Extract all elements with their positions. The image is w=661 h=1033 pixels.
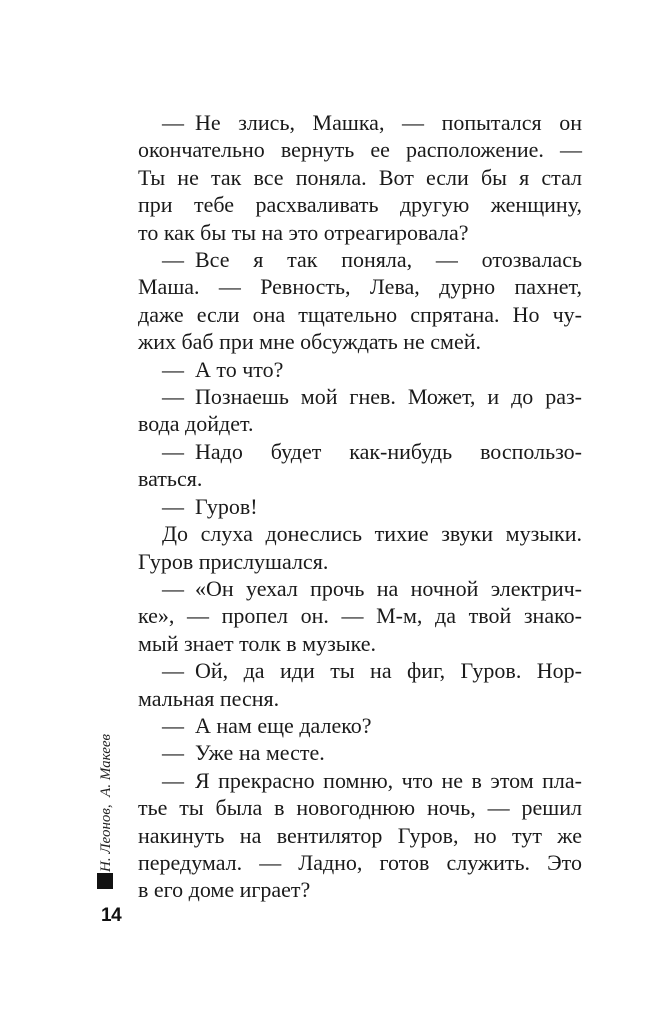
text-line: — Все я так поняла, — отозвалась (162, 247, 582, 273)
text-line: — Уже на месте. (162, 740, 325, 766)
text-line: — Гуров! (162, 493, 258, 519)
text-line: окончательно вернуть ее расположение. — (138, 137, 582, 163)
black-square-marker (97, 873, 113, 889)
text-line: ваться. (138, 466, 203, 492)
text-line: — Ой, да иди ты на фиг, Гуров. Нор- (162, 658, 582, 684)
text-line: Ты не так все поняла. Вот если бы я стал (138, 164, 582, 190)
text-line: — А нам еще далеко? (162, 712, 372, 738)
text-line: передумал. — Ладно, готов служить. Это (138, 849, 582, 875)
text-line: мый знает толк в музыке. (138, 630, 376, 656)
text-line: Маша. — Ревность, Лева, дурно пахнет, (138, 274, 582, 300)
text-line: в его доме играет? (138, 877, 311, 903)
text-line: при тебе расхваливать другую женщину, (138, 192, 582, 218)
text-line: мальная песня. (138, 685, 280, 711)
text-line: До слуха донеслись тихие звуки музыки. (162, 521, 582, 547)
page-text (138, 109, 582, 904)
text-line: то как бы ты на это отреагировала? (138, 219, 469, 245)
text-line: даже если она тщательно спрятана. Но чу- (138, 301, 582, 327)
text-line: — Познаешь мой гнев. Может, и до раз- (162, 384, 582, 410)
text-line: — Не злись, Машка, — попытался он (162, 110, 582, 135)
page-number: 14 (101, 905, 122, 926)
text-line: тье ты была в новогоднюю ночь, — решил (138, 795, 582, 821)
text-line: жих баб при мне обсуждать не смей. (138, 329, 482, 355)
running-authors-vertical-text: Н. Леонов, А. Макеев (98, 733, 114, 872)
text-line: — А то что? (162, 356, 284, 382)
text-line: ке», — пропел он. — М-м, да твой знако- (138, 603, 582, 629)
text-line: вода дойдет. (138, 411, 254, 437)
text-line: — Я прекрасно помню, что не в этом пла- (162, 767, 582, 793)
text-line: — «Он уехал прочь на ночной электрич- (162, 575, 582, 601)
text-line: Гуров прислушался. (138, 548, 329, 574)
text-line: накинуть на вентилятор Гуров, но тут же (138, 822, 582, 848)
text-line: — Надо будет как-нибудь воспользо- (162, 438, 582, 464)
